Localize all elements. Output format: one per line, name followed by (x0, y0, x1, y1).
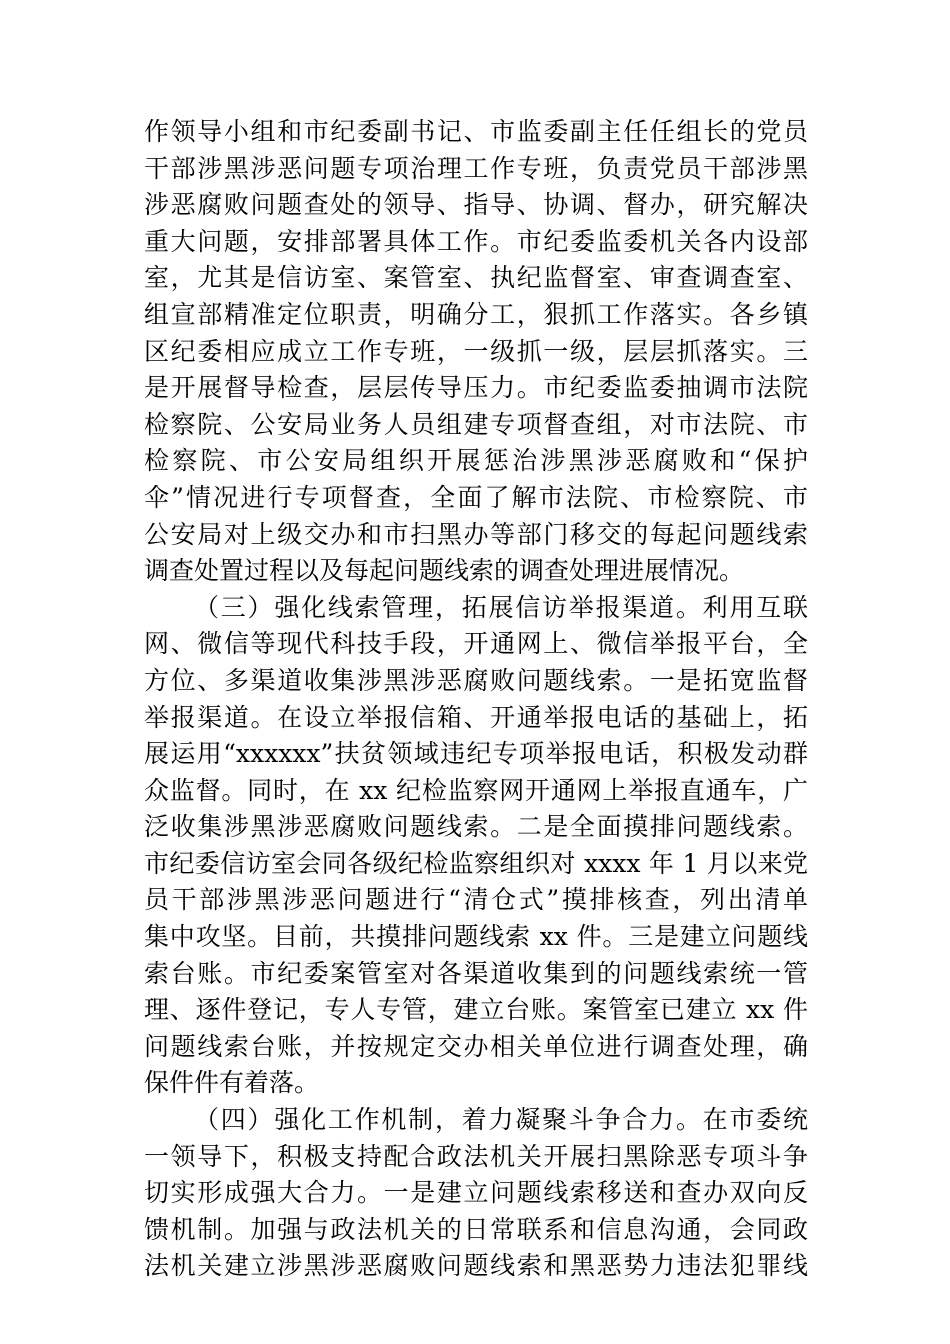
text-line: 组宣部精准定位职责，明确分工，狠抓工作落实。各乡镇 (144, 299, 808, 329)
document-page (144, 114, 808, 1285)
text-line: 一领导下，积极支持配合政法机关开展扫黑除恶专项斗争 (144, 1141, 808, 1171)
text-line: 切实形成强大合力。一是建立问题线索移送和查办双向反 (144, 1178, 808, 1208)
text-line: 集中攻坚。目前，共摸排问题线索 xx 件。三是建立问题线 (144, 922, 808, 952)
text-line: 室，尤其是信访室、案管室、执纪监督室、审查调查室、 (144, 263, 808, 293)
paragraph-heading-line: （四）强化工作机制，着力凝聚斗争合力。在市委统 (194, 1105, 808, 1135)
text-line: 公安局对上级交办和市扫黑办等部门移交的每起问题线索 (144, 519, 808, 549)
paragraph-3 (144, 1102, 808, 1285)
text-line: 法机关建立涉黑涉恶腐败问题线索和黑恶势力违法犯罪线 (144, 1251, 808, 1281)
text-line: 作领导小组和市纪委副书记、市监委副主任任组长的党员 (144, 117, 808, 146)
text-line: 问题线索台账，并按规定交办相关单位进行调查处理，确 (144, 1031, 808, 1061)
text-line: 检察院、公安局业务人员组建专项督查组，对市法院、市 (144, 409, 808, 439)
text-line: 举报渠道。在设立举报信箱、开通举报电话的基础上，拓 (144, 702, 808, 732)
text-line: 检察院、市公安局组织开展惩治涉黑涉恶腐败和“保护 (144, 446, 808, 476)
text-line: 众监督。同时，在 xx 纪检监察网开通网上举报直通车，广 (144, 775, 808, 805)
text-line: 区纪委相应成立工作专班，一级抓一级，层层抓落实。三 (144, 336, 808, 366)
paragraph-heading-line: （三）强化线索管理，拓展信访举报渠道。利用互联 (194, 592, 808, 622)
text-line: 保件件有着落。 (144, 1068, 320, 1098)
text-line: 涉恶腐败问题查处的领导、指导、协调、督办，研究解决 (144, 190, 808, 220)
text-line: 重大问题，安排部署具体工作。市纪委监委机关各内设部 (144, 226, 808, 256)
text-line: 网、微信等现代科技手段，开通网上、微信举报平台，全 (144, 629, 808, 659)
text-line: 展运用“xxxxxx”扶贫领域违纪专项举报电话，积极发动群 (144, 739, 808, 769)
text-line: 方位、多渠道收集涉黑涉恶腐败问题线索。一是拓宽监督 (144, 665, 808, 695)
text-line: 市纪委信访室会同各级纪检监察组织对 xxxx 年 1 月以来党 (144, 848, 808, 878)
text-line: 员干部涉黑涉恶问题进行“清仓式”摸排核查，列出清单 (144, 885, 808, 915)
text-line: 馈机制。加强与政法机关的日常联系和信息沟通，会同政 (144, 1214, 808, 1244)
text-line: 干部涉黑涉恶问题专项治理工作专班，负责党员干部涉黑 (144, 153, 808, 183)
text-line: 是开展督导检查，层层传导压力。市纪委监委抽调市法院 (144, 373, 808, 403)
text-line: 泛收集涉黑涉恶腐败问题线索。二是全面摸排问题线索。 (144, 812, 808, 842)
paragraph-1 (144, 114, 808, 590)
text-line: 理、逐件登记，专人专管，建立台账。案管室已建立 xx 件 (144, 995, 808, 1025)
text-line: 调查处置过程以及每起问题线索的调查处理进展情况。 (144, 556, 745, 586)
text-line: 索台账。市纪委案管室对各渠道收集到的问题线索统一管 (144, 958, 808, 988)
paragraph-2 (144, 590, 808, 1102)
text-line: 伞”情况进行专项督查，全面了解市法院、市检察院、市 (144, 482, 808, 512)
